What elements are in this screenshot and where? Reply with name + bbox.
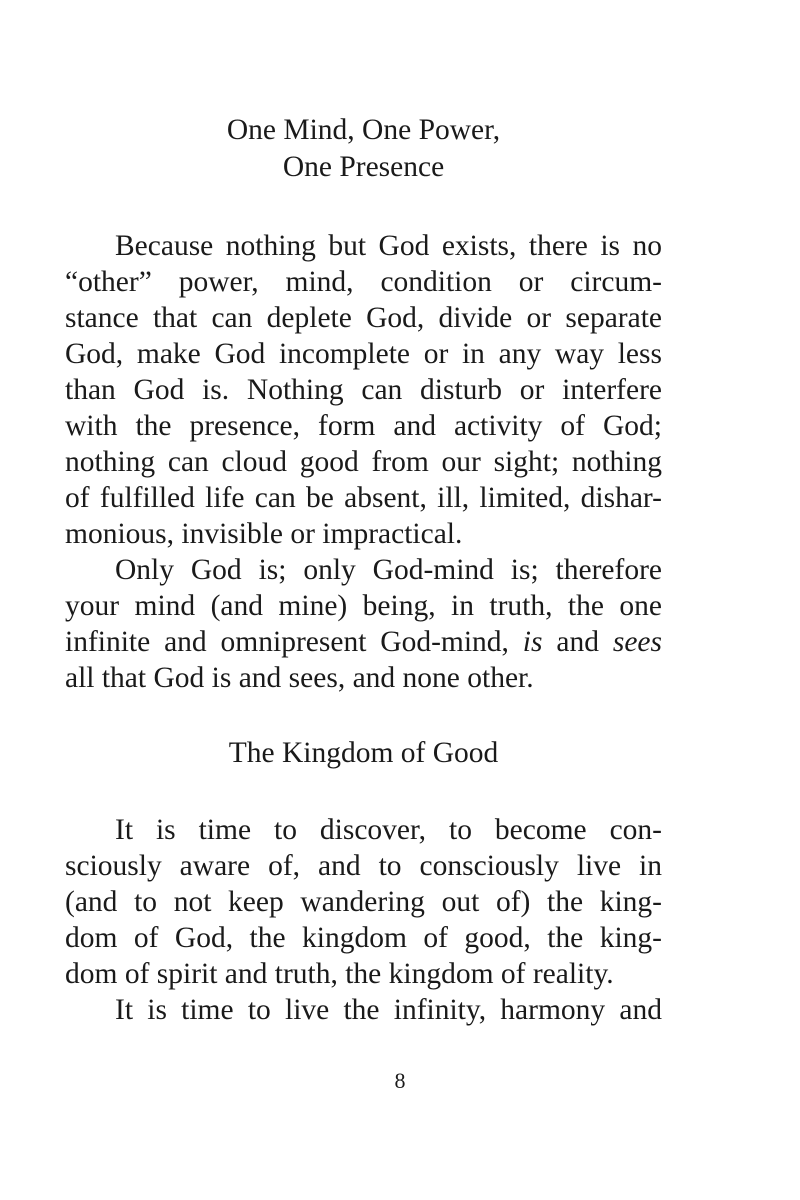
paragraph-because-nothing: [65, 228, 662, 552]
emphasis-is: is: [522, 626, 543, 658]
page-number: 8: [394, 1068, 406, 1093]
text-line: sciously aware of, and to consciously live in: [65, 850, 662, 882]
section-heading-one-mind: [65, 112, 662, 186]
text-line: than God is. Nothing can disturb or interfere: [65, 374, 662, 406]
text-line: dom of spirit and truth, the kingdom of reality.: [65, 958, 614, 990]
text-line: of fulfilled life can be absent, ill, limited, dishar-: [65, 482, 662, 514]
paragraph-only-god-is: [65, 552, 662, 696]
text-line: dom of God, the kingdom of good, the king-: [65, 922, 662, 954]
text-line: It is time to discover, to become con-: [115, 814, 662, 846]
heading-line: One Presence: [282, 151, 445, 183]
heading-line: One Mind, One Power,: [226, 114, 501, 146]
text-line: with the presence, form and activity of God;: [65, 410, 662, 442]
page-body: [65, 112, 662, 1028]
text-line: Only God is; only God-mind is; therefore: [115, 554, 662, 586]
emphasis-sees: sees: [612, 626, 662, 658]
text-line: all that God is and sees, and none other.: [65, 662, 534, 694]
text-line: It is time to live the infinity, harmony and: [115, 994, 662, 1026]
heading-line: The Kingdom of Good: [228, 737, 499, 769]
spacer: [65, 696, 662, 735]
spacer: [65, 186, 662, 228]
text-line: your mind (and mine) being, in truth, the one: [65, 590, 662, 622]
text-line: God, make God incomplete or in any way less: [65, 338, 662, 370]
paragraph-it-is-time-live: [65, 992, 662, 1028]
section-heading-kingdom-of-good: [65, 735, 662, 772]
text-line: stance that can deplete God, divide or separate: [65, 302, 662, 334]
text-line: (and to not keep wandering out of) the king-: [65, 886, 662, 918]
spacer: [65, 772, 662, 812]
text-line: nothing can cloud good from our sight; nothing: [65, 446, 662, 478]
text-fragment: infinite and omnipresent God-mind,: [65, 626, 523, 658]
text-line: Because nothing but God exists, there is no: [115, 230, 662, 262]
text-line-with-emphasis: [65, 624, 662, 660]
text-line: monious, invisible or impractical.: [65, 518, 463, 550]
text-fragment: and: [542, 626, 613, 658]
text-line: “other” power, mind, condition or circum-: [65, 266, 662, 298]
paragraph-it-is-time-discover: [65, 812, 662, 992]
